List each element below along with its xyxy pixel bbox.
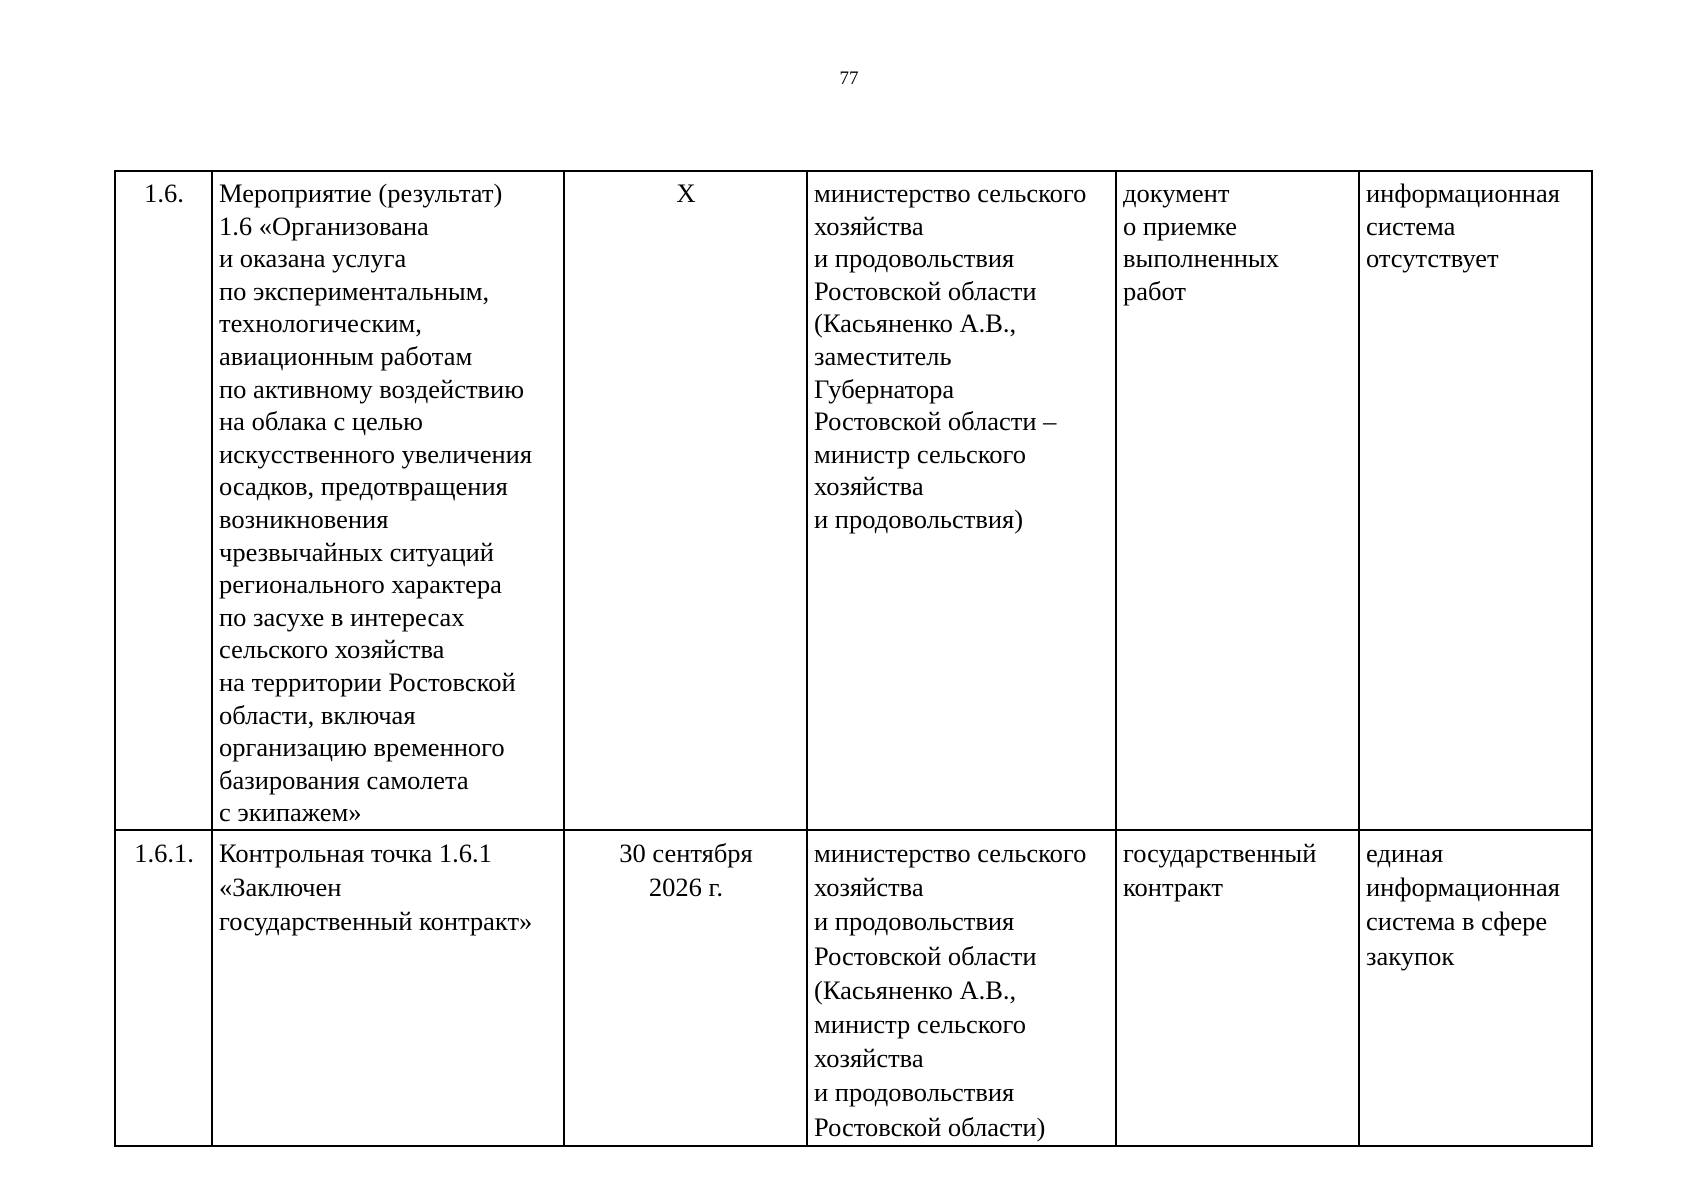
document-cell: документ о приемке выполненных работ <box>1116 171 1359 830</box>
table-row <box>115 830 1592 1146</box>
row-number-cell: 1.6. <box>115 171 212 830</box>
event-name-cell: Мероприятие (результат) 1.6 «Организована и оказана услуга по экспериментальным, технологическим, авиационным работам по активному воздействию на облака с целью искусственного увеличения осадков, предотвращения возникновения чрезвычайных ситуаций регионального характера по засухе в интересах сельского хозяйства на территории Ростовской области, включая организацию временного базирования самолета с экипажем» <box>212 171 564 830</box>
deadline-cell: X <box>564 171 807 830</box>
plan-table <box>114 170 1593 1147</box>
page-number: 77 <box>839 68 859 89</box>
responsible-cell: министерство сельского хозяйства и продовольствия Ростовской области (Касьяненко А.В., заместитель Губернатора Ростовской области – министр сельского хозяйства и продовольствия) <box>807 171 1116 830</box>
document-cell: государственный контракт <box>1116 830 1359 1146</box>
row-number-cell: 1.6.1. <box>115 830 212 1146</box>
table-row <box>115 171 1592 830</box>
info-system-cell: единая информационная система в сфере закупок <box>1359 830 1592 1146</box>
info-system-cell: информационная система отсутствует <box>1359 171 1592 830</box>
deadline-cell: 30 сентября 2026 г. <box>564 830 807 1146</box>
responsible-cell: министерство сельского хозяйства и продовольствия Ростовской области (Касьяненко А.В., министр сельского хозяйства и продовольствия Ростовской области) <box>807 830 1116 1146</box>
event-name-cell: Контрольная точка 1.6.1 «Заключен государственный контракт» <box>212 830 564 1146</box>
